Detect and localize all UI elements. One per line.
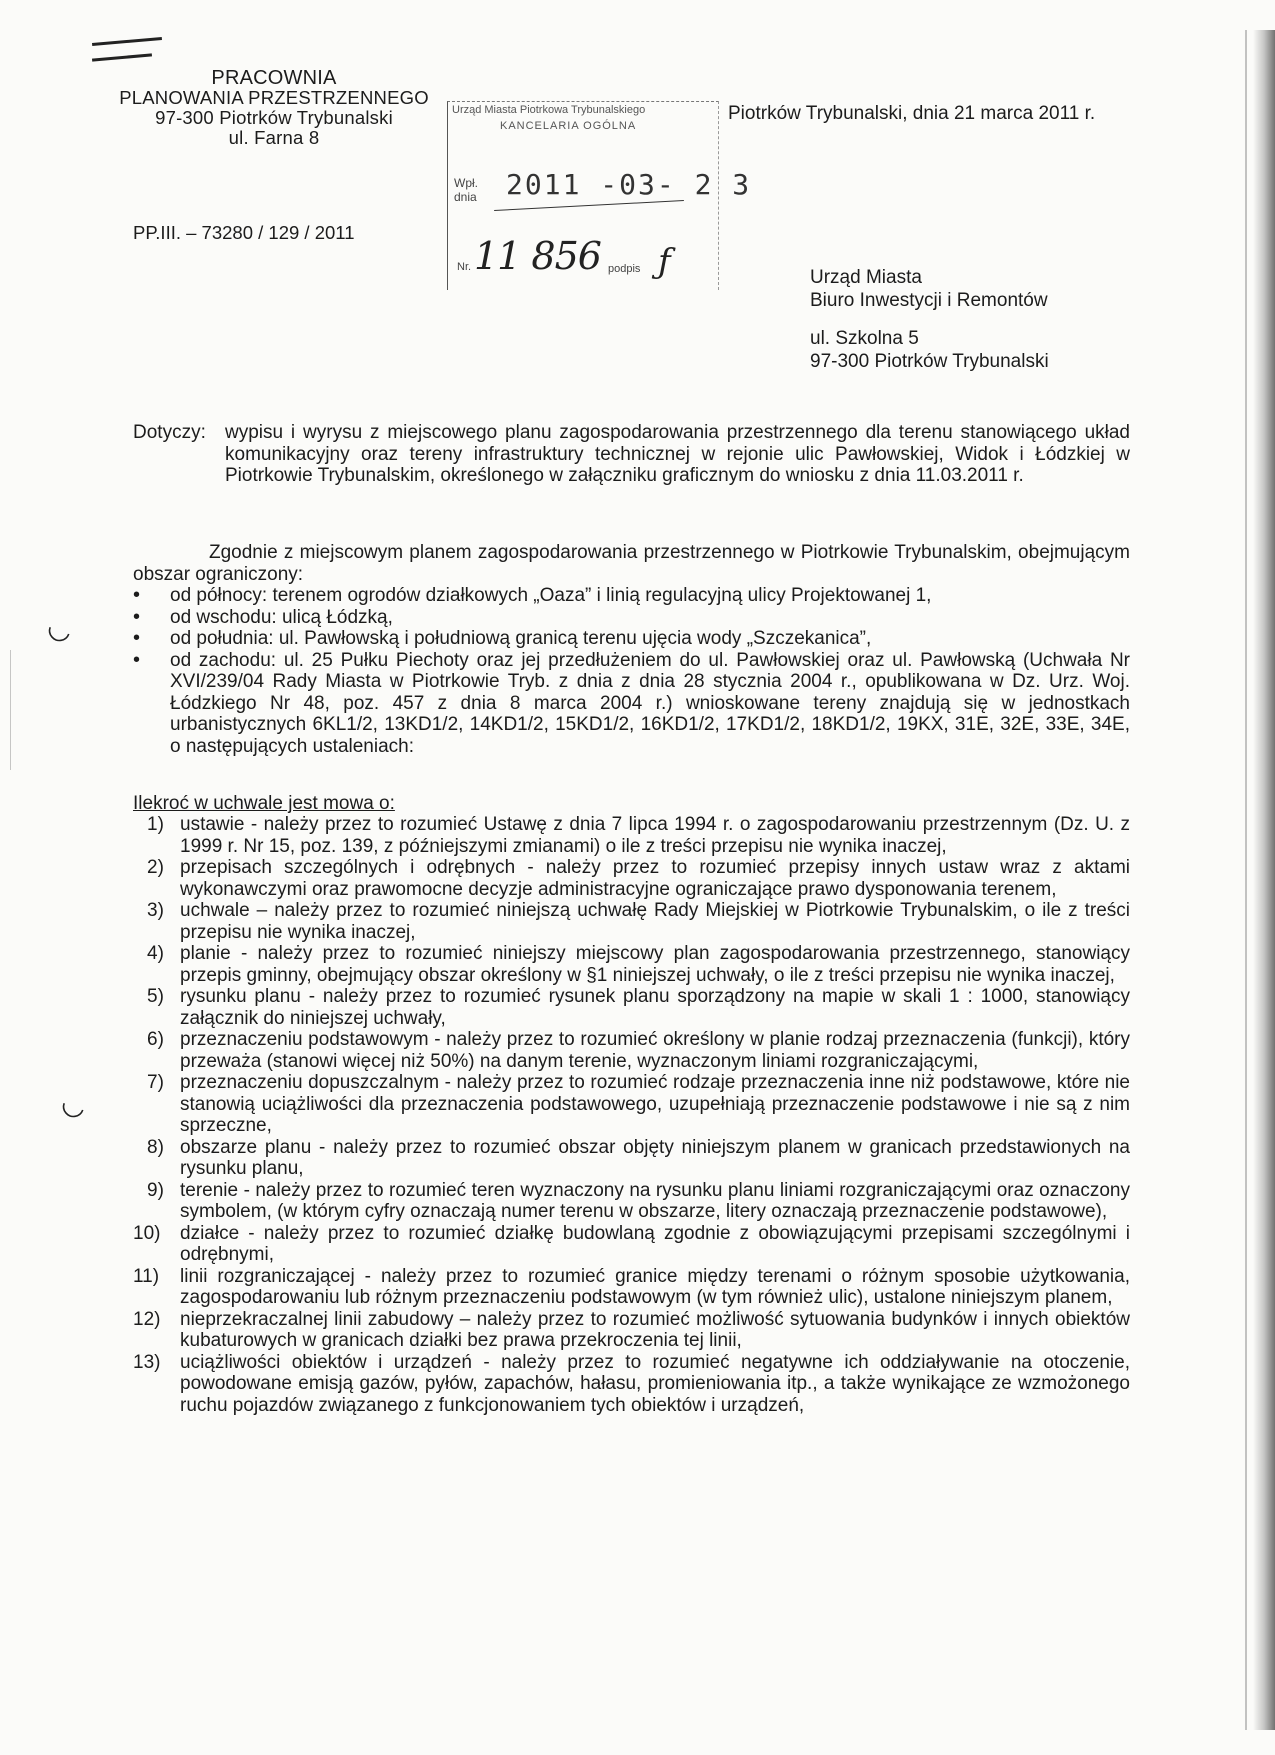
stamp-office: Urząd Miasta Piotrkowa Trybunalskiego <box>452 104 646 116</box>
list-item: 9) terenie - należy przez to rozumieć teren wyznaczony na rysunku planu liniami rozgraniczającymi oraz oznaczony symbolem, (w którym cyfry oznaczają numer terenu w obszarze, litery oznaczają przeznaczenie podstawowe), <box>147 1179 1130 1222</box>
subject-text: wypisu i wyrysu z miejscowego planu zagospodarowania przestrzennego dla terenu stanowiącego układ komunikacyjny oraz tereny infrastruktury technicznej w rejonie ulic Pawłowskiej, Widok i Łódzkiej w Piotrkowie Trybunalskim, określonego w załączniku graficznym do wniosku z dnia 11.03.2011 r. <box>225 422 1130 486</box>
list-item: 5) rysunku planu - należy przez to rozumieć rysunek planu sporządzony na mapie w skali 1 : 1000, stanowiący załącznik do niniejszej uchwały, <box>147 986 1130 1029</box>
list-item: 1) ustawie - należy przez to rozumieć Ustawę z dnia 7 lipca 1994 r. o zagospodarowaniu przestrzennym (Dz. U. z 1999 r. Nr 15, poz. 139, z późniejszymi zmianami) o ile z treści przepisu nie wynika inaczej, <box>147 814 1130 857</box>
recipient-line: ul. Szkolna 5 <box>810 328 919 349</box>
definitions-heading: Ilekroć w uchwale jest mowa o: <box>133 793 395 814</box>
stamp-podpis-label: podpis <box>608 263 641 275</box>
scan-edge-line <box>1245 30 1247 1730</box>
stamp-signature-line <box>494 200 684 211</box>
registry-stamp <box>447 101 752 290</box>
list-item: 4) planie - należy przez to rozumieć niniejszy miejscowy plan zagospodarowania przestrzennego, stanowiący przepis gminny, obejmujący obszar określony w §1 niniejszej uchwały, o ile z treści przepisu nie wynika inaczej, <box>147 943 1130 986</box>
reference-number: PP.III. – 73280 / 129 / 2011 <box>133 222 355 243</box>
sender-block <box>118 68 430 148</box>
list-item: • od wschodu: ulicą Łódzką, <box>133 607 1130 629</box>
list-item: 10) działce - należy przez to rozumieć działkę budowlaną zgodnie z obowiązującymi przepisami szczególnymi i odrębnymi, <box>133 1222 1130 1265</box>
subject <box>133 422 1130 487</box>
intro-paragraph: Zgodnie z miejscowym planem zagospodarowania przestrzennego w Piotrkowie Trybunalskim, obejmującym obszar ograniczony: <box>133 542 1130 585</box>
list-item: • od północy: terenem ogrodów działkowych „Oaza” i linią regulacyjną ulicy Projektowanej 1, <box>133 585 1130 607</box>
list-item: 11) linii rozgraniczającej - należy przez to rozumieć granice między terenami o różnym sposobie użytkowania, zagospodarowaniu lub różnym przeznaczeniu podstawowym (w tym również ulic), ustalone niniejszym planem, <box>133 1265 1130 1308</box>
recipient-line: 97-300 Piotrków Trybunalski <box>810 351 1049 372</box>
hole-punch-mark: ◡ <box>43 609 78 648</box>
handwritten-mark <box>92 53 152 61</box>
list-item: 7) przeznaczeniu dopuszczalnym - należy przez to rozumieć rodzaje przeznaczenia inne niż podstawowe, które nie stanowią uciążliwości dla przeznaczenia podstawowego, uzupełniają przeznaczenie podstawowe i nie są z nim sprzeczne, <box>147 1072 1130 1136</box>
hole-punch-mark: ◡ <box>57 1085 92 1124</box>
list-item: 6) przeznaczeniu podstawowym - należy przez to rozumieć określony w planie rodzaj przeznaczenia (funkcji), który przeważa (stanowi więcej niż 50%) na danym terenie, wyznaczonym liniami rozgraniczającymi, <box>147 1029 1130 1072</box>
list-item: • od zachodu: ul. 25 Pułku Piechoty oraz jej przedłużeniem do ul. Pawłowskiej oraz ul. Pawłowską (Uchwała Nr XVI/239/04 Rady Miasta w Piotrkowie Tryb. z dnia z dnia 28 stycznia 2004 r., opublikowana w Dz. Urz. Woj. Łódzkiego Nr 48, poz. 457 z dnia 8 marca 2004 r.) wnioskowane tereny znajdują się w jednostkach urbanistycznych 6KL1/2, 13KD1/2, 14KD1/2, 15KD1/2, 16KD1/2, 17KD1/2, 18KD1/2, 19KX, 31E, 32E, 33E, 34E, o następujących ustaleniach: <box>133 650 1130 758</box>
handwritten-mark <box>92 37 162 46</box>
date-line: Piotrków Trybunalski, dnia 21 marca 2011 r. <box>728 103 1096 124</box>
stamp-nr-label: Nr. <box>457 261 472 273</box>
list-item: 13) uciążliwości obiektów i urządzeń - należy przez to rozumieć negatywne ich oddziaływanie na otoczenie, powodowane emisją gazów, pyłów, zapachów, hałasu, promieniowania itp., a także wynikające ze wzmożonego ruchu pojazdów związanego z funkcjonowaniem tych obiektów i urządzeń, <box>133 1351 1130 1416</box>
subject-label: Dotyczy: <box>133 422 206 443</box>
sender-line: PLANOWANIA PRZESTRZENNEGO <box>119 87 429 108</box>
list-item: 3) uchwale – należy przez to rozumieć niniejszą uchwałę Rady Miejskiej w Piotrkowie Trybunalskim, o ile z treści przepisu nie wynika inaczej, <box>147 900 1130 943</box>
stamp-date: 2011 -03- 2 3 <box>506 168 752 201</box>
sender-line: 97-300 Piotrków Trybunalski <box>155 107 393 128</box>
scan-left-mark <box>10 650 11 770</box>
sender-line: PRACOWNIA <box>211 67 337 89</box>
list-item: • od południa: ul. Pawłowską i południową granicą terenu ujęcia wody „Szczekanica”, <box>133 628 1130 650</box>
list-item: 12) nieprzekraczalnej linii zabudowy – należy przez to rozumieć możliwość sytuowania budynków i innych obiektów kubaturowych w granicach działki bez prawa przekroczenia tej linii, <box>133 1308 1130 1351</box>
definitions-list <box>133 814 1130 1416</box>
stamp-wpl-label: Wpł. dnia <box>454 176 478 204</box>
scan-edge-shadow <box>1253 30 1275 1730</box>
list-item: 2) przepisach szczególnych i odrębnych - należy przez to rozumieć przepisy innych ustaw wraz z aktami wykonawczymi oraz prawomocne decyzje administracyjne ograniczające prawo dysponowania terenem, <box>147 857 1130 900</box>
list-item: 8) obszarze planu - należy przez to rozumieć obszar objęty niniejszym planem w granicach przedstawionych na rysunku planu, <box>147 1136 1130 1179</box>
recipient-line: Biuro Inwestycji i Remontów <box>810 290 1048 311</box>
boundary-list <box>133 585 1130 757</box>
stamp-signature: ƒ <box>658 242 671 282</box>
sender-line: ul. Farna 8 <box>228 127 320 148</box>
recipient-block <box>810 266 1049 373</box>
stamp-dept: KANCELARIA OGÓLNA <box>500 120 637 132</box>
stamp-number: 11 856 <box>474 234 601 278</box>
recipient-line: Urząd Miasta <box>810 267 922 288</box>
